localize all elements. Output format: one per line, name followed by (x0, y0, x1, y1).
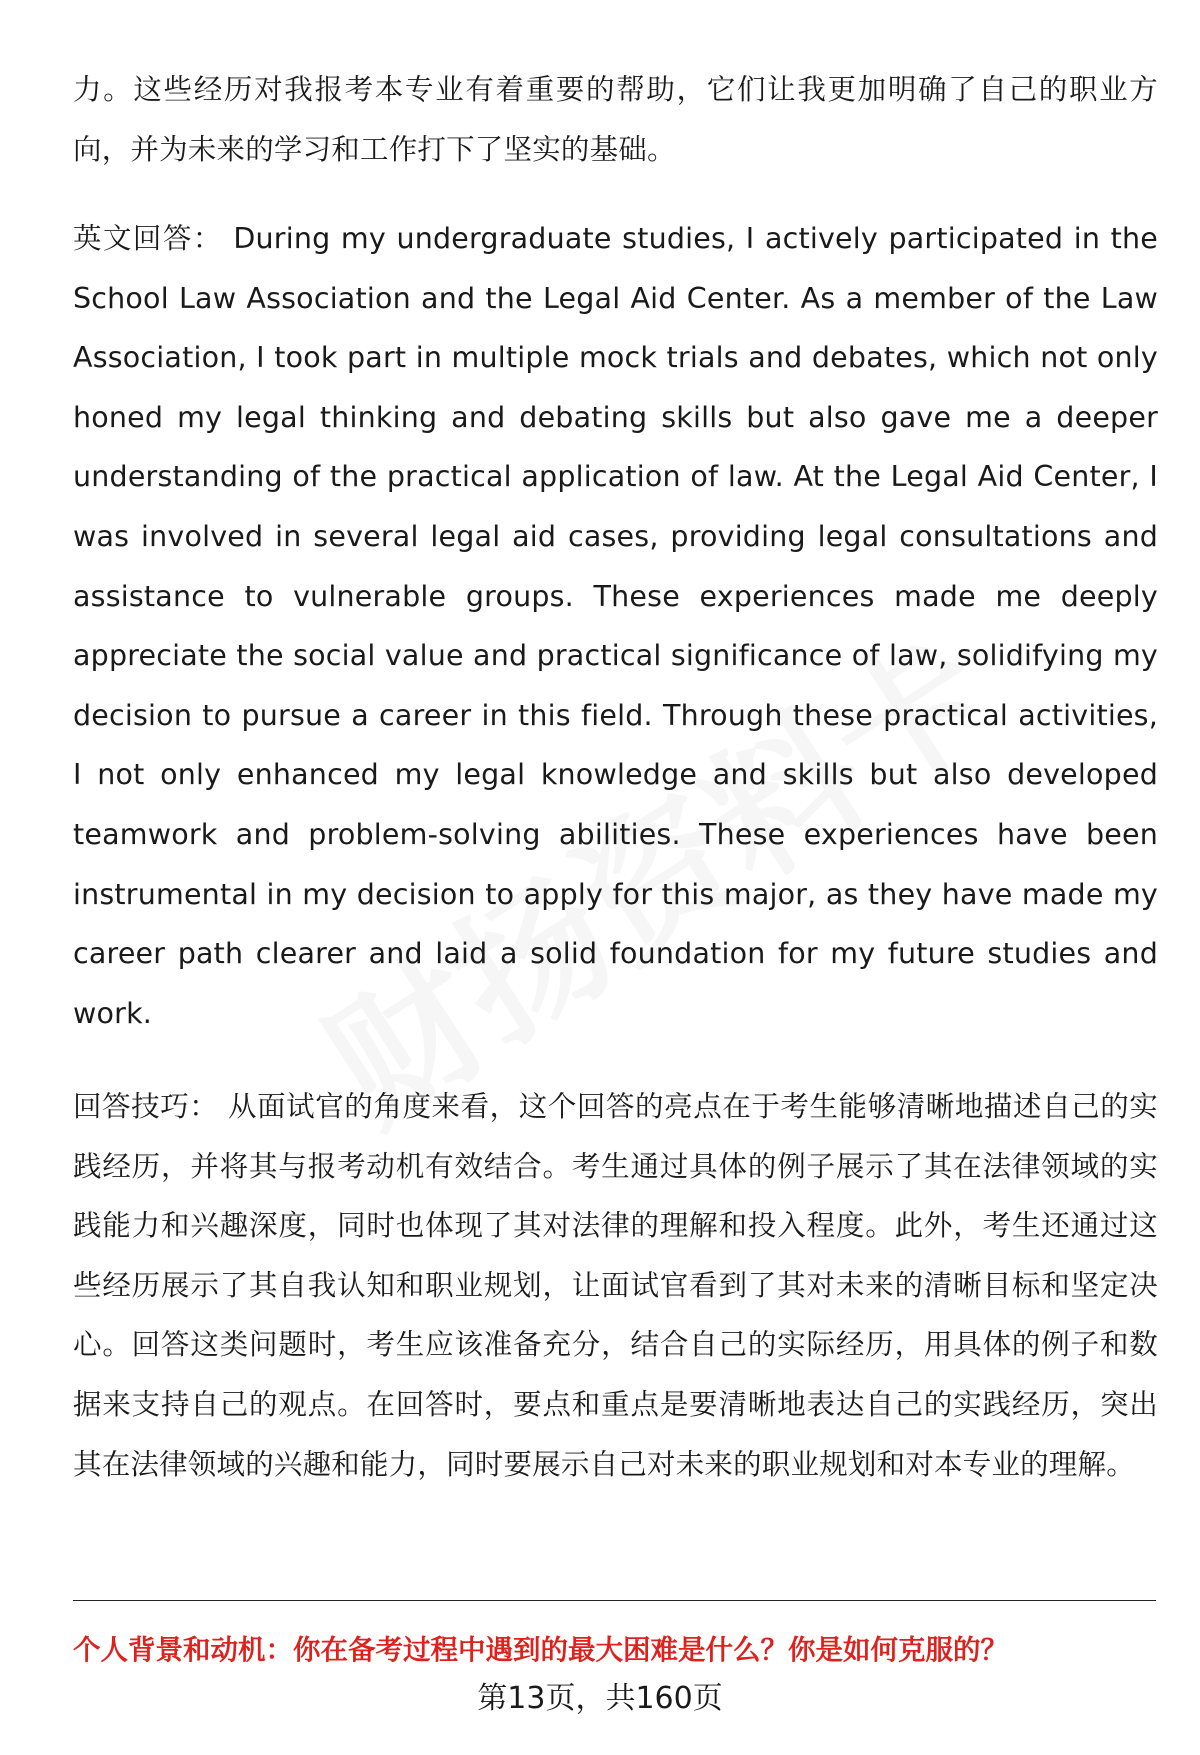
english-answer-label: 英文回答： (73, 222, 223, 255)
answer-tips-paragraph (73, 1077, 1158, 1494)
page-number-footer: 第13页，共160页 (477, 1681, 723, 1716)
answer-tips-text: 从面试官的角度来看，这个回答的亮点在于考生能够清晰地描述自己的实践经历，并将其与报考动机有效结合。考生通过具体的例子展示了其在法律领域的实践能力和兴趣深度，同时也体现了其对法律的理解和投入程度。此外，考生还通过这些经历展示了其自我认知和职业规划，让面试官看到了其对未来的清晰目标和坚定决心。回答这类问题时，考生应该准备充分，结合自己的实际经历，用具体的例子和数据来支持自己的观点。在回答时，要点和重点是要清晰地表达自己的实践经历，突出其在法律领域的兴趣和能力，同时要展示自己对未来的职业规划和对本专业的理解。 (73, 1090, 1158, 1481)
english-answer-paragraph (73, 209, 1158, 1043)
section-divider (73, 1600, 1156, 1601)
intro-continuation-paragraph: 力。这些经历对我报考本专业有着重要的帮助，它们让我更加明确了自己的职业方向，并为未来的学习和工作打下了坚实的基础。 (73, 73, 1158, 166)
english-answer-text: During my undergraduate studies, I actively participated in the School Law Association and the Legal Aid Center. As a member of the Law Association, I took part in multiple mock trials and debates, which not only honed my legal thinking and debating skills but also gave me a deeper understanding of the practical application of law. At the Legal Aid Center, I was involved in several legal aid cases, providing legal consultations and assistance to vulnerable groups. These experiences made me deeply appreciate the social value and practical significance of law, solidifying my decision to pursue a career in this field. Through these practical activities, I not only enhanced my legal knowledge and skills but also developed teamwork and problem-solving abilities. These experiences have been instrumental in my decision to apply for this major, as they have made my career path clearer and laid a solid foundation for my future studies and work. (73, 222, 1158, 1030)
next-question-heading: 个人背景和动机：你在备考过程中遇到的最大困难是什么？你是如何克服的？ (73, 1634, 1008, 1666)
answer-tips-label: 回答技巧： (73, 1090, 219, 1123)
